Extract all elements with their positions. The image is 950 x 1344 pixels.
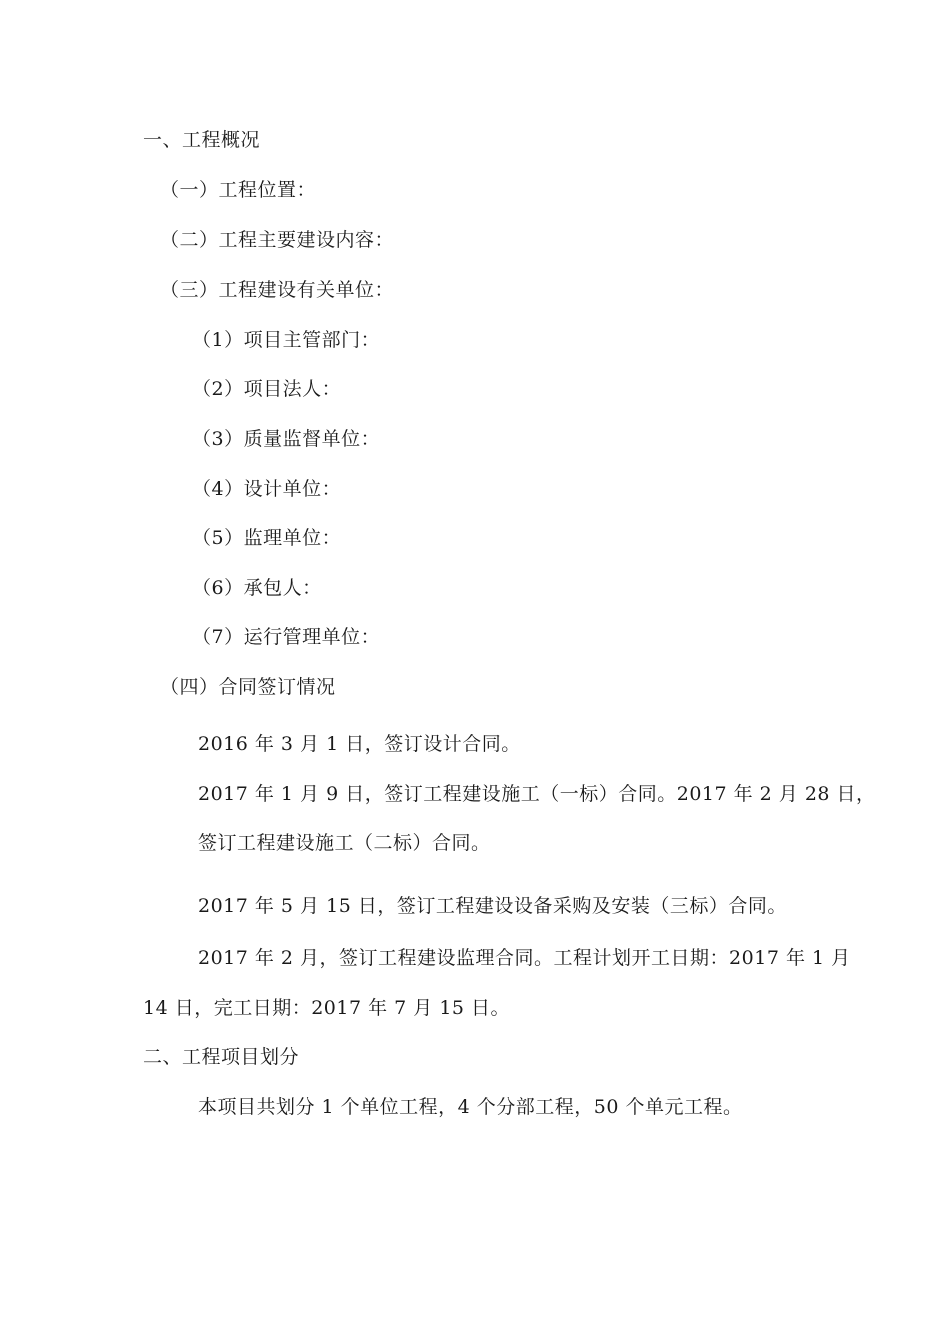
unit-item-quality-supervision: （3）质量监督单位： (192, 428, 381, 450)
division-body-text: 本项目共划分 1 个单位工程，4 个分部工程，50 个单元工程。 (198, 1096, 743, 1118)
unit-item-operation-management: （7）运行管理单位： (192, 626, 381, 648)
unit-item-supervision: （5）监理单位： (192, 527, 342, 549)
contract-line-construction-1: 2017 年 1 月 9 日，签订工程建设施工（一标）合同。2017 年 2 月 28 日， (198, 783, 876, 805)
contract-line-equipment: 2017 年 5 月 15 日，签订工程建设设备采购及安装（三标）合同。 (198, 895, 787, 917)
subheading-contracts: （四）合同签订情况 (160, 676, 336, 698)
subheading-construction-content: （二）工程主要建设内容： (160, 229, 395, 251)
section-heading-overview: 一、工程概况 (143, 129, 261, 151)
unit-item-authority: （1）项目主管部门： (192, 329, 381, 351)
subheading-location: （一）工程位置： (160, 179, 317, 201)
unit-item-legal-person: （2）项目法人： (192, 378, 342, 400)
section-heading-division: 二、工程项目划分 (143, 1046, 300, 1068)
contract-line-design: 2016 年 3 月 1 日，签订设计合同。 (198, 733, 521, 755)
contract-line-supervision: 2017 年 2 月，签订工程建设监理合同。工程计划开工日期：2017 年 1 月 (198, 947, 851, 969)
unit-item-contractor: （6）承包人： (192, 577, 322, 599)
subheading-related-units: （三）工程建设有关单位： (160, 279, 395, 301)
contract-line-construction-2: 签订工程建设施工（二标）合同。 (198, 832, 491, 854)
unit-item-design: （4）设计单位： (192, 478, 342, 500)
contract-line-completion: 14 日，完工日期：2017 年 7 月 15 日。 (143, 997, 511, 1019)
